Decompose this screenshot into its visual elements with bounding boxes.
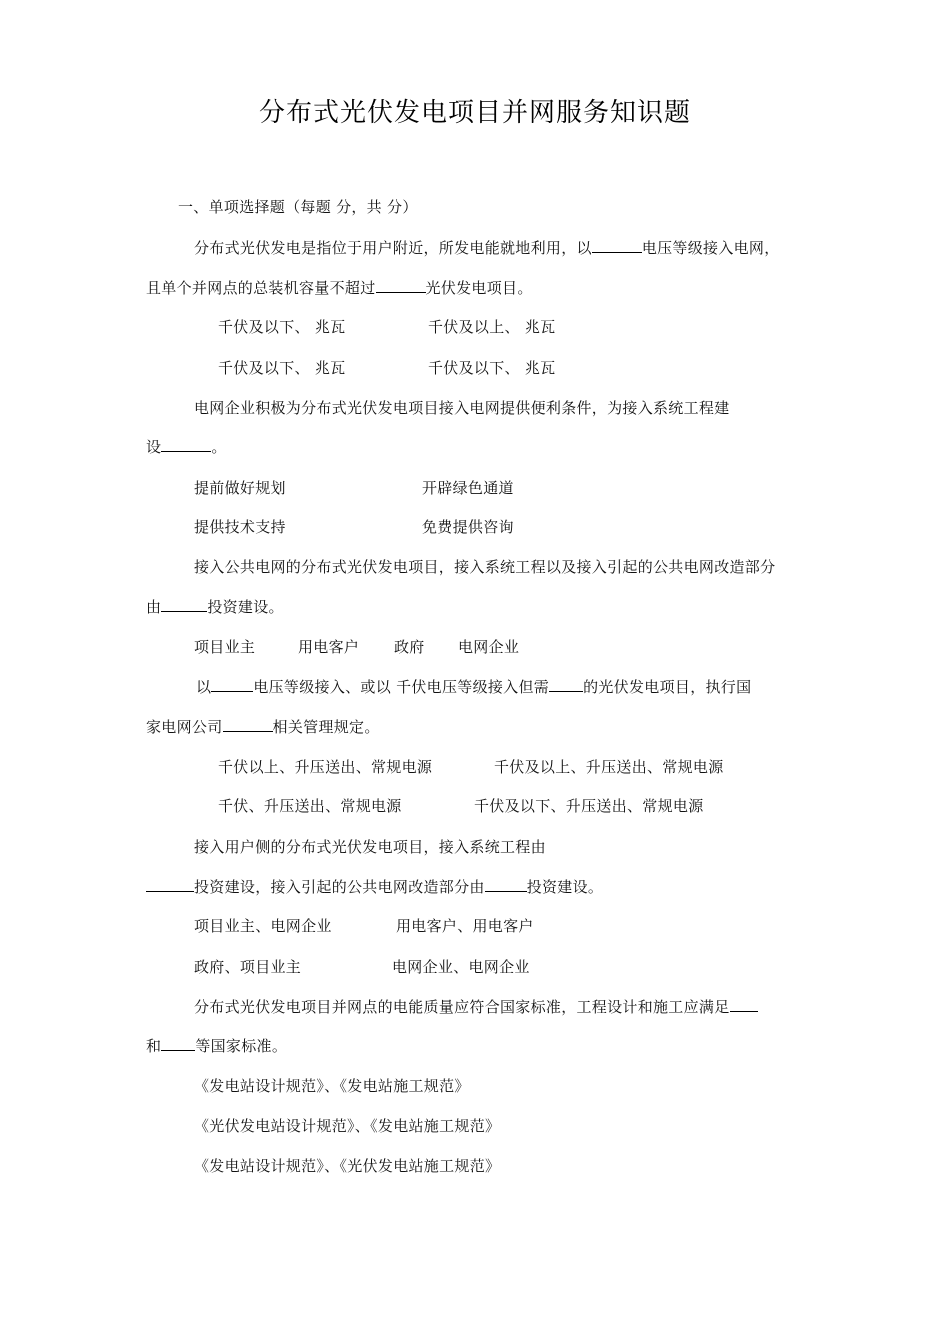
- question-text: 且单个并网点的总装机容量不超过: [146, 279, 376, 297]
- question-text: 和: [146, 1037, 162, 1055]
- option-b: 用电客户: [298, 638, 360, 656]
- answer-blank: [730, 997, 758, 1012]
- answer-blank: [211, 677, 253, 692]
- answer-blank: [146, 877, 194, 892]
- option-a: 项目业主、电网企业: [194, 917, 332, 935]
- question-3-line-1: 接入公共电网的分布式光伏发电项目，接入系统工程以及接入引起的公共电网改造部分: [194, 558, 776, 576]
- option-b: 用电客户、用电客户: [396, 917, 534, 935]
- answer-blank: [161, 597, 207, 612]
- answer-blank: [161, 1036, 195, 1051]
- option-c: 提供技术支持: [194, 518, 286, 536]
- option-a: 千伏以上、升压送出、常规电源: [218, 758, 433, 776]
- question-5-line-2: [146, 876, 603, 897]
- option-c: 政府: [394, 638, 425, 656]
- answer-blank: [376, 278, 426, 293]
- question-text: 电压等级接入、或以 千伏电压等级接入但需: [253, 678, 550, 696]
- answer-blank: [592, 238, 642, 253]
- question-text: 光伏发电项目。: [425, 279, 533, 297]
- question-6-line-2: [146, 1035, 287, 1056]
- option-b: 千伏及以上、 兆瓦: [428, 318, 556, 336]
- question-4-line-2: [146, 716, 380, 737]
- answer-blank: [161, 437, 211, 452]
- question-text: 投资建设，接入引起的公共电网改造部分由: [194, 878, 485, 896]
- answer-blank: [223, 717, 273, 732]
- option-c: 千伏及以下、 兆瓦: [218, 359, 346, 377]
- question-text: 设: [146, 438, 162, 456]
- question-text: 分布式光伏发电是指位于用户附近，所发电能就地利用，以: [194, 239, 592, 257]
- option-c: 《发电站设计规范》、《光伏发电站施工规范》: [194, 1157, 501, 1175]
- question-text: 投资建设。: [207, 598, 284, 616]
- question-5-line-1: 接入用户侧的分布式光伏发电项目，接入系统工程由: [194, 838, 546, 856]
- question-1-line-2: [146, 277, 533, 298]
- question-text: 电压等级接入电网，: [641, 239, 780, 257]
- question-4-line-1: [196, 676, 751, 697]
- question-2-line-2: [146, 436, 227, 457]
- option-c: 千伏、升压送出、常规电源: [218, 797, 402, 815]
- question-text: 。: [211, 438, 227, 456]
- option-d: 免费提供咨询: [422, 518, 514, 536]
- question-text: 由: [146, 598, 162, 616]
- question-text: 分布式光伏发电项目并网点的电能质量应符合国家标准，工程设计和施工应满足: [194, 998, 730, 1016]
- option-b: 千伏及以上、升压送出、常规电源: [494, 758, 724, 776]
- option-d: 千伏及以下、升压送出、常规电源: [474, 797, 704, 815]
- question-text: 的光伏发电项目，执行国: [583, 678, 752, 696]
- question-3-line-2: [146, 596, 284, 617]
- question-text: 以: [196, 678, 212, 696]
- option-a: 《发电站设计规范》、《发电站施工规范》: [194, 1077, 470, 1095]
- answer-blank: [549, 677, 583, 692]
- question-6-line-1: [194, 996, 758, 1017]
- option-a: 千伏及以下、 兆瓦: [218, 318, 346, 336]
- option-a: 项目业主: [194, 638, 256, 656]
- option-d: 电网企业、电网企业: [392, 958, 530, 976]
- option-a: 提前做好规划: [194, 479, 286, 497]
- question-text: 相关管理规定。: [272, 718, 380, 736]
- question-2-line-1: 电网企业积极为分布式光伏发电项目接入电网提供便利条件，为接入系统工程建: [194, 399, 730, 417]
- page-title: 分布式光伏发电项目并网服务知识题: [258, 98, 691, 128]
- question-text: 投资建设。: [526, 878, 604, 896]
- answer-blank: [485, 877, 527, 892]
- option-b: 《光伏发电站设计规范》、《发电站施工规范》: [194, 1117, 501, 1135]
- option-c: 政府、项目业主: [194, 958, 302, 976]
- option-d: 电网企业: [458, 638, 520, 656]
- question-1-line-1: [194, 237, 780, 258]
- question-text: 等国家标准。: [195, 1037, 288, 1055]
- option-b: 开辟绿色通道: [422, 479, 514, 497]
- question-text: 家电网公司: [146, 718, 223, 736]
- option-d: 千伏及以下、 兆瓦: [428, 359, 556, 377]
- section-heading: 一、单项选择题（每题 分，共 分）: [178, 198, 418, 216]
